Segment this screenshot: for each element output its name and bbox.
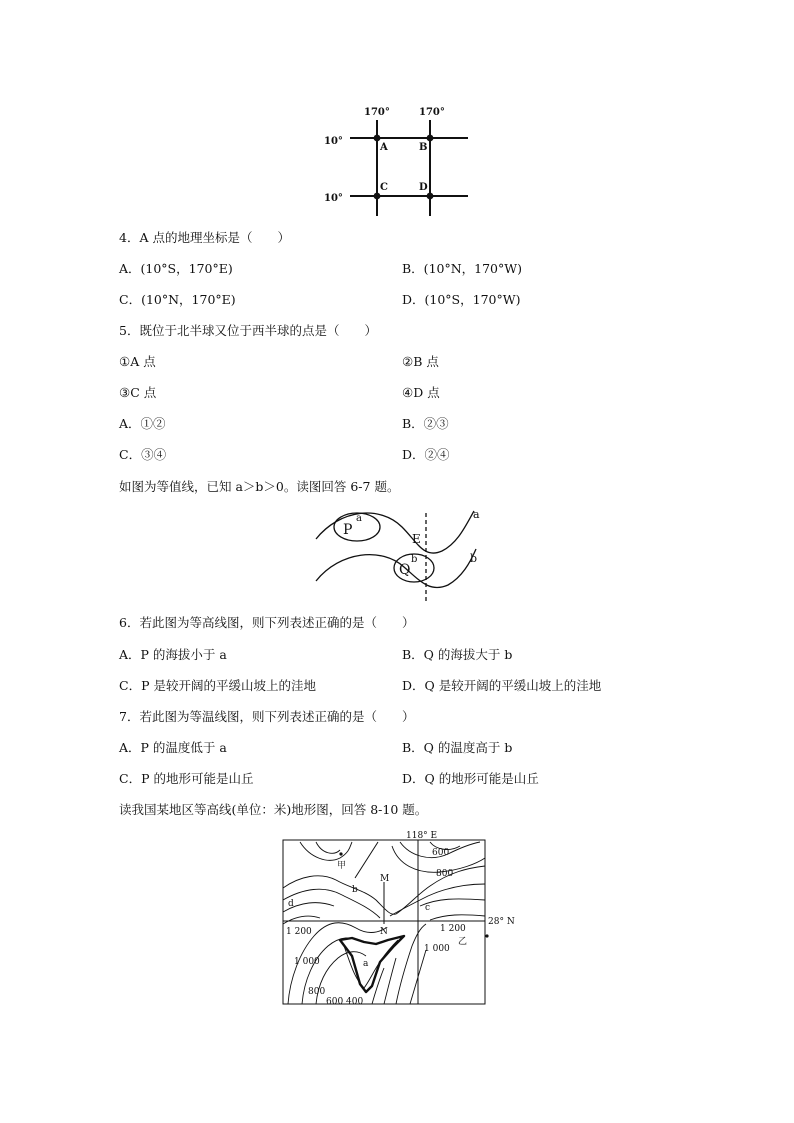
q7-option-a: A．P 的温度低于 a [119, 740, 227, 755]
q4-option-d: D．(10°S，170°W) [402, 292, 521, 307]
isoline-a-label: a [473, 508, 480, 521]
q5-option-c: C．③④ [119, 447, 167, 462]
point-q-label: Q [399, 562, 411, 578]
point-a-label: A [380, 142, 388, 153]
q5-statement-2: ②B 点 [402, 354, 439, 369]
point-yi-label: 乙 [458, 937, 468, 947]
contour-1200-left-label: 1 200 [286, 927, 312, 937]
point-b-label: B [419, 142, 428, 153]
intro-8-10: 读我国某地区等高线(单位：米)地形图，回答 8-10 题。 [119, 802, 428, 817]
q5-option-a: A．①② [119, 416, 166, 431]
q4-stem: 4．A 点的地理坐标是（ ） [119, 230, 290, 245]
q6-option-a: A．P 的海拔小于 a [119, 647, 227, 662]
contour-600-400-label: 600 400 [326, 997, 364, 1007]
q7-option-b: B．Q 的温度高于 b [402, 740, 513, 755]
q6-option-d: D．Q 是较开阔的平缓山坡上的洼地 [402, 678, 602, 693]
label-a: a [363, 959, 369, 969]
figure-isolines [310, 505, 495, 605]
q6-stem: 6．若此图为等高线图，则下列表述正确的是（ ） [119, 615, 415, 630]
q5-statement-4: ④D 点 [402, 385, 440, 400]
isoline-a-inner-label: a [356, 513, 362, 524]
figure-lat-lon-grid [320, 100, 470, 220]
q4-option-b: B．(10°N，170°W) [402, 261, 522, 276]
contour-1200-right-label: 1 200 [440, 924, 466, 934]
q5-stem: 5．既位于北半球又位于西半球的点是（ ） [119, 323, 377, 338]
point-d-label: D [419, 182, 428, 193]
contour-800-label: 800 [436, 869, 454, 879]
figure-contour-map [280, 828, 520, 1010]
lat-label-bottom: 10° [324, 193, 343, 204]
q5-option-d: D．②④ [402, 447, 450, 462]
q7-option-c: C．P 的地形可能是山丘 [119, 771, 254, 786]
longitude-118e-label: 118° E [406, 831, 438, 841]
q5-statement-3: ③C 点 [119, 385, 157, 400]
q6-option-c: C．P 是较开阔的平缓山坡上的洼地 [119, 678, 316, 693]
q4-option-c: C．(10°N，170°E) [119, 292, 236, 307]
q5-option-b: B．②③ [402, 416, 449, 431]
lon-label-left: 170° [364, 107, 390, 118]
point-m-label: M [380, 874, 390, 884]
contour-800-bottom-label: 800 [308, 987, 326, 997]
label-b: b [352, 885, 358, 895]
q6-option-b: B．Q 的海拔大于 b [402, 647, 513, 662]
point-p-label: P [343, 522, 353, 538]
q7-stem: 7．若此图为等温线图，则下列表述正确的是（ ） [119, 709, 415, 724]
contour-1000-left-label: 1 000 [294, 957, 320, 967]
lon-label-right: 170° [419, 107, 445, 118]
q4-option-a: A．(10°S，170°E) [119, 261, 233, 276]
intro-6-7: 如图为等值线，已知 a＞b＞0。读图回答 6-7 题。 [119, 479, 400, 494]
lat-label-top: 10° [324, 136, 343, 147]
q5-statement-1: ①A 点 [119, 354, 156, 369]
point-n-label: N [380, 927, 388, 937]
latitude-28n-label: 28° N [488, 917, 515, 927]
point-jia-label: 甲 [337, 861, 347, 871]
q7-option-d: D．Q 的地形可能是山丘 [402, 771, 539, 786]
label-c: c [425, 903, 431, 913]
isoline-b-inner-label: b [411, 554, 418, 565]
isoline-b-label: b [470, 552, 478, 565]
point-c-label: C [380, 182, 388, 193]
contour-1000-right-label: 1 000 [424, 944, 450, 954]
label-d: d [288, 899, 294, 909]
point-e-label: E [412, 532, 421, 546]
contour-600-label: 600 [432, 848, 450, 858]
